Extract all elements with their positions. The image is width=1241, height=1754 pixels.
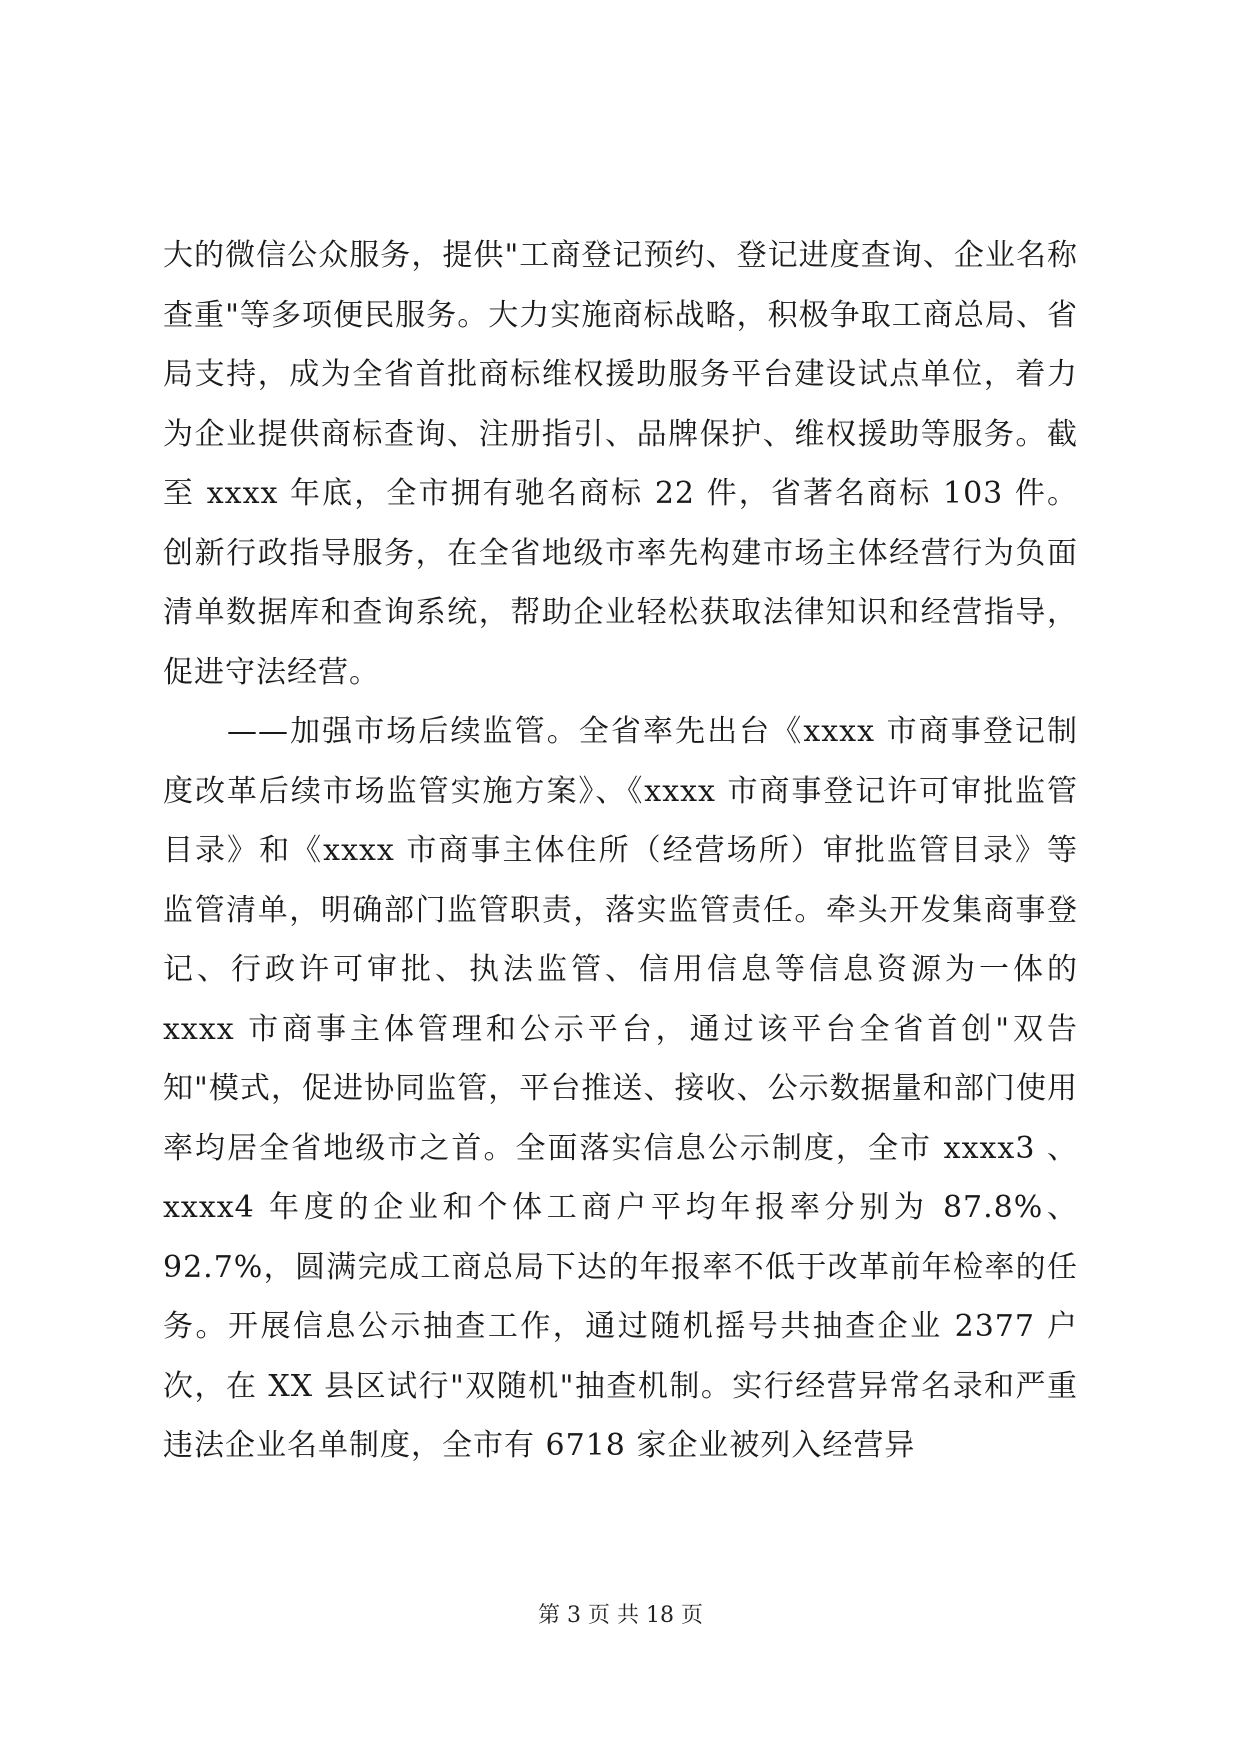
paragraph-2: ——加强市场后续监管。全省率先出台《xxxx 市商事登记制度改革后续市场监管实施方案》、《xxxx 市商事登记许可审批监管目录》和《xxxx 市商事主体住所（经营场所）审批监管目录》等监管清单，明确部门监管职责，落实监管责任。牵头开发集商事登记、行政许可审批、执法监管、信用信息等信息资源为一体的 xxxx 市商事主体管理和公示平台，通过该平台全省首创"双告知"模式，促进协同监管，平台推送、接收、公示数据量和部门使用率均居全省地级市之首。全面落实信息公示制度，全市 xxxx3 、 xxxx4 年度的企业和个体工商户平均年报率分别为 87.8%、92.7%，圆满完成工商总局下达的年报率不低于改革前年检率的任务。开展信息公示抽查工作，通过随机摇号共抽查企业 2377 户次，在 XX 县区试行"双随机"抽查机制。实行经营异常名录和严重违法企业名单制度，全市有 6718 家企业被列入经营异 (163, 714, 1078, 1463)
document-body (163, 226, 1078, 1476)
paragraph-1: 大的微信公众服务，提供"工商登记预约、登记进度查询、企业名称查重"等多项便民服务。大力实施商标战略，积极争取工商总局、省局支持，成为全省首批商标维权援助服务平台建设试点单位，着力为企业提供商标查询、注册指引、品牌保护、维权援助等服务。截至 xxxx 年底，全市拥有驰名商标 22 件，省著名商标 103 件。创新行政指导服务，在全省地级市率先构建市场主体经营行为负面清单数据库和查询系统，帮助企业轻松获取法律知识和经营指导，促进守法经营。 (163, 238, 1078, 690)
page-number-footer: 第 3 页 共 18 页 (538, 1603, 703, 1628)
